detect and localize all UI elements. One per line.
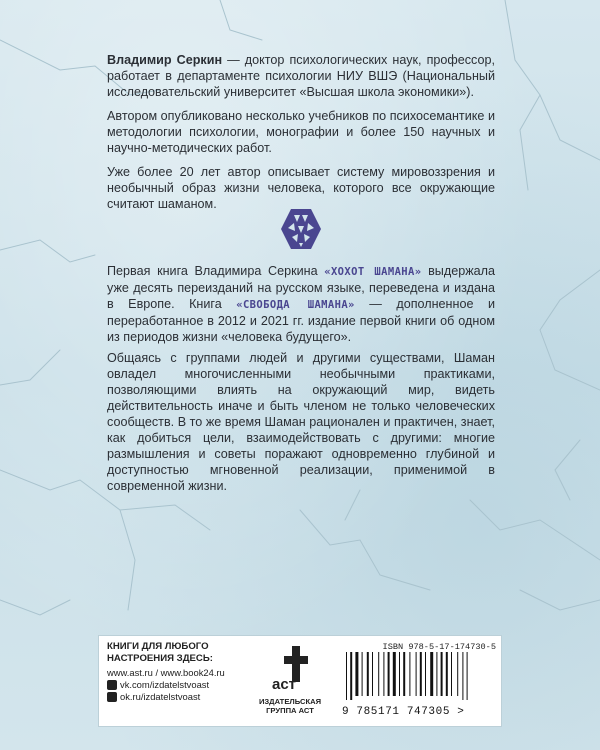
- books-text-part1: Первая книга Владимира Серкина: [107, 264, 325, 278]
- vk-icon: [107, 680, 117, 690]
- barcode-bar: [362, 652, 363, 696]
- barcode-bar: [409, 652, 410, 696]
- books-text-part2: выдержала уже десять переизданий на русском языке, переведена и издана в Европе. Книга: [107, 264, 495, 311]
- worldview-text: Уже более 20 лет автор описывает систему мировоззрения и необычный образ жизни человека, которого все окружающие считают шаманом.: [107, 165, 495, 211]
- barcode-bar: [393, 652, 396, 696]
- geometric-shaman-emblem-icon: [280, 207, 322, 251]
- websites-link[interactable]: www.ast.ru / www.book24.ru: [107, 667, 225, 678]
- barcode-bar: [399, 652, 400, 696]
- author-bio-paragraph: [107, 52, 495, 100]
- barcode-bar: [372, 652, 373, 696]
- barcode-bar: [416, 652, 417, 696]
- vk-link[interactable]: vk.com/izdatelstvoast: [107, 679, 247, 691]
- barcode-bar: [420, 652, 422, 696]
- ok-icon: [107, 692, 117, 702]
- barcode-bar: [350, 652, 352, 700]
- ean-barcode: [342, 652, 490, 700]
- publisher-logo: [249, 642, 331, 715]
- ean-digits: 9 785171 747305 >: [342, 706, 465, 718]
- isbn-text: ISBN 978-5-17-174730-5: [382, 642, 496, 652]
- promo-heading: КНИГИ ДЛЯ ЛЮБОГО НАСТРОЕНИЯ ЗДЕСЬ:: [107, 641, 213, 664]
- publisher-name: ИЗДАТЕЛЬСКАЯ ГРУППА АСТ: [258, 697, 322, 715]
- author-bio-text: — доктор психологических наук, профессор, работает в департаменте психологии НИУ ВШЭ (Национальный исследовательский университет «Высшая школа экономики»).: [107, 53, 495, 99]
- promo-block: [107, 641, 247, 703]
- barcode-bar: [346, 652, 347, 700]
- barcode-bar: [446, 652, 448, 696]
- barcode-bar: [451, 652, 452, 696]
- barcode-bar: [425, 652, 426, 696]
- ast-logo-icon: [270, 642, 310, 692]
- barcode-bar: [378, 652, 379, 696]
- books-paragraph: [107, 263, 495, 345]
- book-title-freedom: «СВОБОДА ШАМАНА»: [236, 299, 355, 311]
- ok-link[interactable]: ok.ru/izdatelstvoast: [107, 691, 247, 703]
- barcode-bar: [467, 652, 468, 700]
- barcode-bar: [367, 652, 369, 696]
- barcode-bar: [430, 652, 433, 696]
- shaman-practices-paragraph: [107, 350, 495, 494]
- barcode-bar: [457, 652, 458, 696]
- barcode-bar: [441, 652, 443, 696]
- barcode-bar: [462, 652, 463, 700]
- svg-text:аст: аст: [272, 676, 297, 692]
- barcode-bar: [355, 652, 358, 696]
- barcode-bar: [436, 652, 437, 696]
- book-title-laugh: «ХОХОТ ШАМАНА»: [324, 266, 422, 278]
- barcode-area: [342, 642, 496, 718]
- author-name: Владимир Серкин: [107, 53, 223, 67]
- barcode-bar: [388, 652, 390, 696]
- publisher-footer: [98, 635, 502, 727]
- publications-text: Автором опубликовано несколько учебников по психосемантике и методологии психологии, монографии и более 150 научных и научно-методических работ.: [107, 109, 495, 155]
- barcode-bar: [383, 652, 384, 696]
- barcode-bar: [403, 652, 405, 696]
- publications-paragraph: [107, 108, 495, 156]
- books-text-part3: — дополненное и переработанное в 2012 и 2021 гг. издание первой книги об одном из периодов жизни «человека будущего».: [107, 297, 496, 344]
- shaman-practices-text: Общаясь с группами людей и другими существами, Шаман овладел многочисленными необычными практиками, позволяющими влиять на окружающий мир, видеть действительность иначе и быть членом не только человеческих сообществ. В то же время Шаман рационален и практичен, знает, как добиться цели, взаимодействовать с другими: многие размышления и советы поражают одновременно глубиной и доступностью мгновенной реализации, применимой в современной жизни.: [107, 351, 495, 493]
- worldview-paragraph: [107, 164, 495, 212]
